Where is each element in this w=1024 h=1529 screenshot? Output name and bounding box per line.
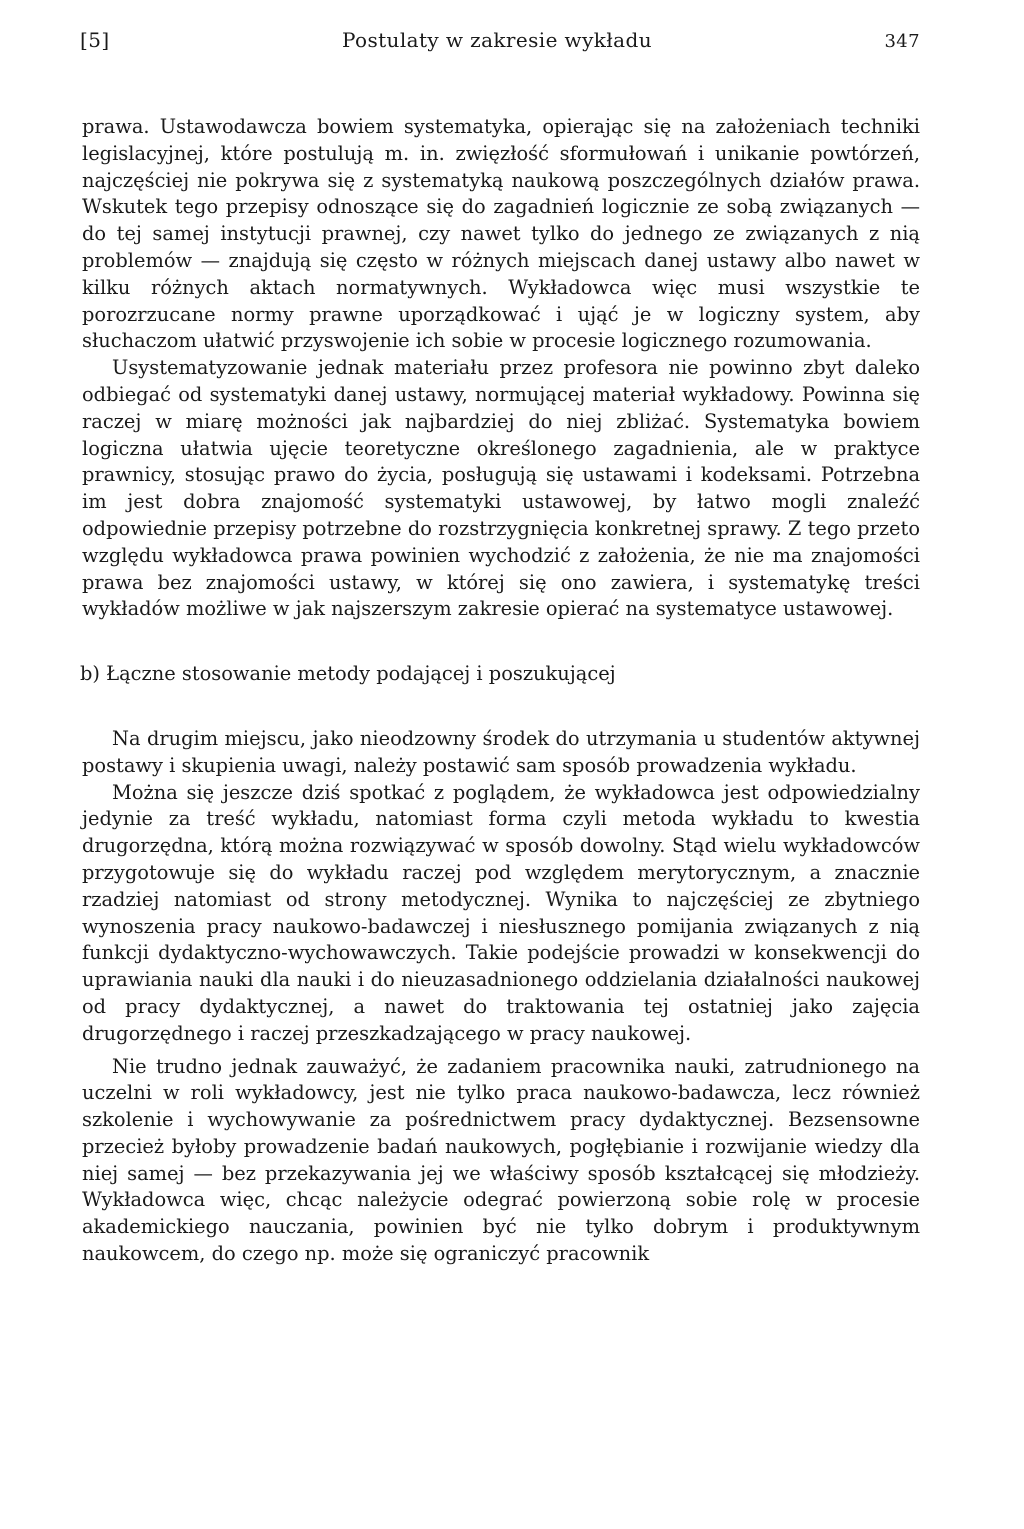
paragraph: Na drugim miejscu, jako nieodzowny środek do utrzymania u studentów aktywnej postawy i skupienia uwagi, należy postawić sam sposób prowadzenia wykładu. (82, 726, 920, 777)
paragraph: prawa. Ustawodawcza bowiem systematyka, opierając się na założeniach techniki legislacyjnej, które postulują m. in. zwięzłość sformułowań i unikanie powtórzeń, najczęściej nie pokrywa się z systematyką naukową poszczególnych działów prawa. Wskutek tego przepisy odnoszące się do zagadnień logicznie ze sobą związanych — do tej samej instytucji prawnej, czy nawet tylko do jednego ze związanych z nią problemów — znajdują się często w różnych miejscach danej ustawy albo nawet w kilku różnych aktach normatywnych. Wykładowca więc musi wszystkie te porozrzucane normy prawne uporządkować i ująć je w logiczny system, aby słuchaczom ułatwić przyswojenie ich sobie w procesie logicznego rozumowania. (82, 115, 920, 353)
running-title: Postulaty w zakresie wykładu (341, 28, 652, 52)
paragraph: Można się jeszcze dziś spotkać z poglądem, że wykładowca jest odpowiedzialny jedynie za treść wykładu, natomiast forma czyli metoda wykładu to kwestia drugorzędna, którą można rozwiązywać w sposób dowolny. Stąd wielu wykładowców przygotowuje się do wykładu raczej pod względem merytorycznym, a znacznie rzadziej natomiast od strony metodycznej. Wynika to najczęściej ze zbytniego wynoszenia pracy naukowo-badawczej i niesłusznego pomijania związanych z nią funkcji dydaktyczno-wychowawczych. Takie podejście prowadzi w konsekwencji do uprawiania nauki dla nauki i do nieuzasadnionego oddzielania działalności naukowej od pracy dydaktycznej, a nawet do traktowania tej ostatniej jako zajęcia drugorzędnego i raczej przeszkadzającego w pracy naukowej. (82, 780, 920, 1045)
running-header (80, 28, 920, 68)
book-page (82, 28, 920, 1268)
page-body (82, 114, 920, 1268)
paragraph: Nie trudno jednak zauważyć, że zadaniem pracownika nauki, zatrudnionego na uczelni w roli wykładowcy, jest nie tylko praca naukowo-badawcza, lecz również szkolenie i wychowywanie za pośrednictwem pracy dydaktycznej. Bezsensowne przecież byłoby prowadzenie badań naukowych, pogłębianie i rozwijanie wiedzy dla niej samej — bez przekazywania jej we właściwy sposób kształcącej się młodzieży. Wykładowca więc, chcąc należycie odegrać powierzoną sobie rolę w procesie akademickiego nauczania, powinien być nie tylko dobrym i produktywnym naukowcem, do czego np. może się ograniczyć pracownik (82, 1054, 920, 1266)
section-heading: b) Łączne stosowanie metody podającej i poszukującej (80, 662, 616, 686)
page-number: 347 (884, 31, 920, 52)
section-marker: [5] (80, 28, 110, 52)
paragraph: Usystematyzowanie jednak materiału przez profesora nie powinno zbyt daleko odbiegać od systematyki danej ustawy, normującej materiał wykładowy. Powinna się raczej w miarę możności jak najbardziej do niej zbliżać. Systematyka bowiem logiczna ułatwia ujęcie teoretyczne określonego zagadnienia, ale w praktyce prawnicy, stosując prawo do życia, posługują się ustawami i kodeksami. Potrzebna im jest dobra znajomość systematyki ustawowej, by łatwo mogli znaleźć odpowiednie przepisy potrzebne do rozstrzygnięcia konkretnej sprawy. Z tego przeto względu wykładowca prawa powinien wychodzić z założenia, że nie ma znajomości prawa bez znajomości ustawy, w której się ono zawiera, i systematykę treści wykładów możliwe w jak najszerszym zakresie opierać na systematyce ustawowej. (82, 356, 920, 621)
